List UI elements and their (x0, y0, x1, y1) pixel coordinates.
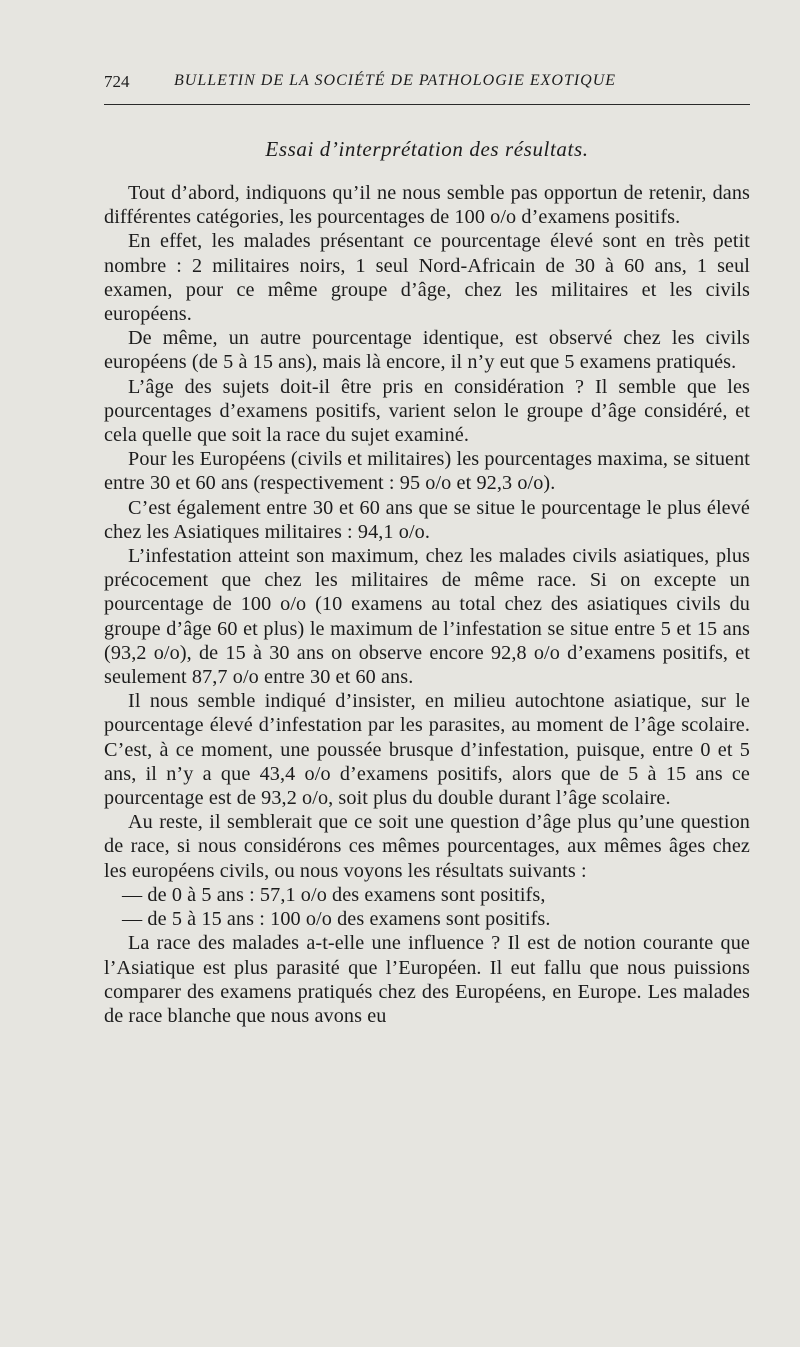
paragraph: L’âge des sujets doit-il être pris en considération ? Il semble que les pourcentages d’examens positifs, varient selon le groupe d’âge considéré, et cela quelle que soit la race du sujet examiné. (104, 375, 750, 447)
list-item: — de 5 à 15 ans : 100 o/o des examens sont positifs. (122, 908, 551, 931)
paragraph: Tout d’abord, indiquons qu’il ne nous semble pas opportun de retenir, dans différentes catégories, les pourcentages de 100 o/o d’examens positifs. (104, 182, 750, 229)
paragraph: De même, un autre pourcentage identique, est observé chez les civils européens (de 5 à 15 ans), mais là encore, il n’y eut que 5 examens pratiqués. (104, 327, 750, 374)
paragraph: La race des malades a-t-elle une influence ? Il est de notion courante que l’Asiatique est plus parasité que l’Européen. Il eut fallu que nous puissions comparer des examens pratiqués chez des Européens, en Europe. Les malades de race blanche que nous avons eu (104, 932, 750, 1027)
paragraph: En effet, les malades présentant ce pourcentage élevé sont en très petit nombre : 2 militaires noirs, 1 seul Nord-Africain de 30 à 60 ans, 1 seul examen, pour ce même groupe d’âge, chez les militaires et les civils européens. (104, 230, 750, 326)
paragraph: Il nous semble indiqué d’insister, en milieu autochtone asiatique, sur le pourcentage élevé d’infestation par les parasites, au moment de l’âge scolaire. C’est, à ce moment, une poussée brusque d’infestation, puisque, entre 0 et 5 ans, il n’y a que 43,4 o/o d’examens positifs, alors que de 5 à 15 ans ce pourcentage est de 93,2 o/o, soit plus du double durant l’âge scolaire. (104, 690, 750, 810)
running-header (104, 70, 750, 105)
page-number: 724 (104, 72, 130, 91)
paragraph: Au reste, il semblerait que ce soit une question d’âge plus qu’une question de race, si nous considérons ces mêmes pourcentages, aux mêmes âges chez les européens civils, ou nous voyons les résultats suivants : (104, 811, 750, 882)
paragraph: Pour les Européens (civils et militaires) les pourcentages maxima, se situent entre 30 et 60 ans (respectivement : 95 o/o et 92,3 o/o). (104, 448, 750, 495)
running-title: BULLETIN DE LA SOCIÉTÉ DE PATHOLOGIE EXOTIQUE (174, 72, 617, 89)
paragraph: L’infestation atteint son maximum, chez les malades civils asiatiques, plus précocement que chez les militaires de même race. Si on excepte un pourcentage de 100 o/o (10 examens au total chez des asiatiques civils du groupe d’âge 60 et plus) le maximum de l’infestation se situe entre 5 et 15 ans (93,2 o/o), de 15 à 30 ans on observe encore 92,8 o/o d’examens positifs, et seulement 87,7 o/o entre 30 et 60 ans. (104, 545, 750, 689)
section-title: Essai d’interprétation des résultats. (265, 137, 589, 161)
body-text (104, 181, 750, 1028)
list-item: — de 0 à 5 ans : 57,1 o/o des examens sont positifs, (122, 883, 546, 906)
paragraph: C’est également entre 30 et 60 ans que se situe le pourcentage le plus élevé chez les Asiatiques militaires : 94,1 o/o. (104, 496, 750, 543)
